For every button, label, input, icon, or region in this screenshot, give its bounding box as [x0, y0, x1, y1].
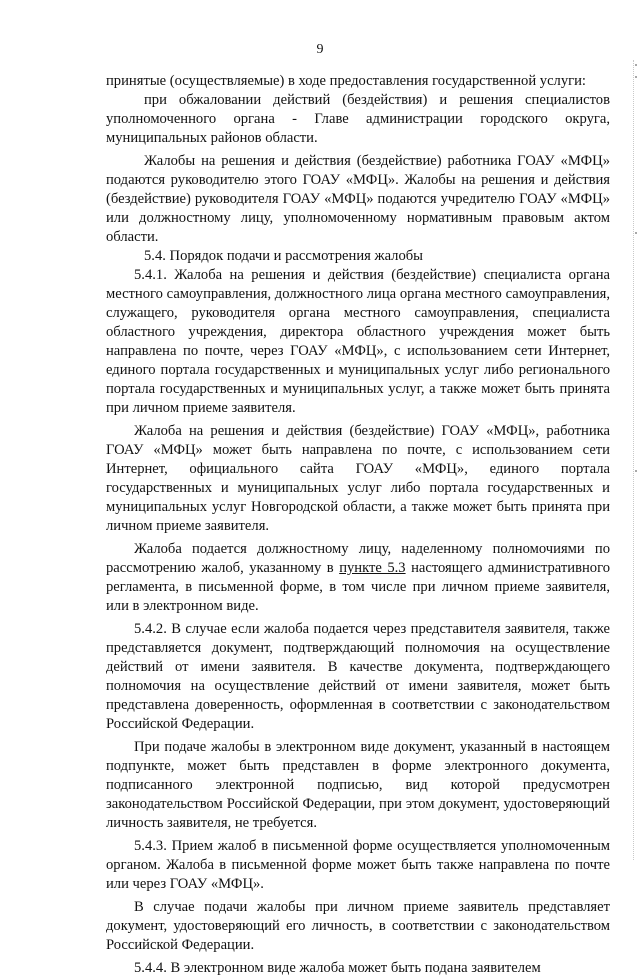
- paragraph-5-4-2: 5.4.2. В случае если жалоба подается через представителя заявителя, также представляется документ, подтверждающий полномочия на осуществление действий от имени заявителя. В качестве документа, подтверждающего полномочия на осуществление действий от имени заявителя, может быть представлена доверенность, оформленная в соответствии с законодательством Российской Федерации.: [106, 621, 610, 732]
- scan-margin-marks: [633, 60, 638, 860]
- link-section-5-3[interactable]: пункте 5.3: [339, 560, 406, 576]
- paragraph-complaint-official: [106, 540, 610, 616]
- paragraph-intro: принятые (осуществляемые) в ходе предоставления государственной услуги:: [106, 73, 586, 89]
- paragraph-5-4-3: 5.4.3. Прием жалоб в письменной форме осуществляется уполномоченным органом. Жалоба в письменной форме может быть также направлена по почте или через ГОАУ «МФЦ».: [106, 838, 610, 892]
- paragraph-personal-reception: В случае подачи жалобы при личном приеме заявитель представляет документ, удостоверяющий его личность, в соответствии с законодательством Российской Федерации.: [106, 899, 610, 953]
- section-heading-5-4: 5.4. Порядок подачи и рассмотрения жалобы: [144, 248, 423, 264]
- page-number: 9: [316, 42, 324, 57]
- paragraph-electronic-submission: При подаче жалобы в электронном виде документ, указанный в настоящем подпункте, может быть представлен в форме электронного документа, подписанного электронной подписью, вид которой предусмотрен законодательством Российской Федерации, при этом документ, удостоверяющий личность заявителя, не требуется.: [106, 739, 610, 831]
- paragraph-5-4-4: 5.4.4. В электронном виде жалоба может быть подана заявителем: [134, 960, 541, 976]
- paragraph-complaint-official-text-1: Жалоба подается должностному лицу, наделенному полномочиями по рассмотрению жалоб, указанному в: [106, 541, 610, 576]
- scan-margin-tick: [635, 470, 637, 472]
- paragraph-complaint-official-text-2: настоящего административного регламента, в письменной форме, в том числе при личном приеме заявителя, или в электронном виде.: [106, 560, 610, 614]
- scan-margin-tick: [635, 76, 637, 78]
- scan-margin-tick: [635, 64, 637, 66]
- document-body: [106, 72, 610, 978]
- paragraph-mfc-complaints: Жалобы на решения и действия (бездействие) работника ГОАУ «МФЦ» подаются руководителю этого ГОАУ «МФЦ». Жалобы на решения и действия (бездействие) руководителя ГОАУ «МФЦ» подаются учредителю ГОАУ «МФЦ» или должностному лицу, уполномоченному нормативным правовым актом области.: [106, 153, 610, 245]
- paragraph-appeal-specialists: при обжаловании действий (бездействия) и решения специалистов уполномоченного органа - Главе администрации городского округа, муниципальных районов области.: [106, 92, 610, 146]
- scan-margin-tick: [635, 232, 637, 234]
- paragraph-5-4-1: 5.4.1. Жалоба на решения и действия (бездействие) специалиста органа местного самоуправления, должностного лица органа местного самоуправления, служащего, руководителя органа местного самоуправления, специалиста областного учреждения, директора областного учреждения может быть направлена по почте, через ГОАУ «МФЦ», с использованием сети Интернет, единого портала государственных и муниципальных услуг либо регионального портала государственных и муниципальных услуг, а также может быть принята при личном приеме заявителя.: [106, 267, 610, 416]
- paragraph-mfc-complaint-channels: Жалоба на решения и действия (бездействие) ГОАУ «МФЦ», работника ГОАУ «МФЦ» может быть направлена по почте, с использованием сети Интернет, официального сайта ГОАУ «МФЦ», единого портала государственных и муниципальных услуг либо портала государственных и муниципальных услуг Новгородской области, а также может быть принята при личном приеме заявителя.: [106, 423, 610, 534]
